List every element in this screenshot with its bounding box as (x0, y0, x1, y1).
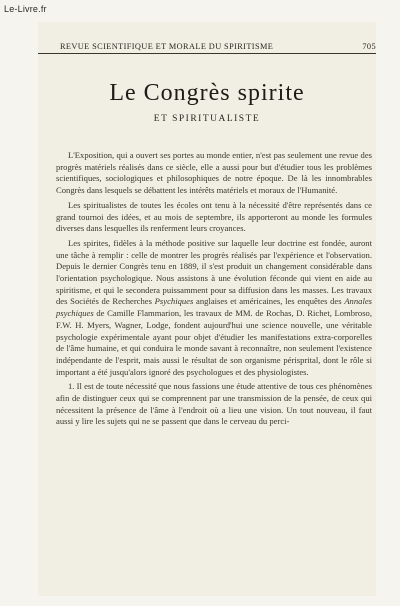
paragraph-3-italic-2: Annales psychiques (56, 296, 372, 319)
paragraph-4: 1. Il est de toute nécessité que nous fassions une étude attentive de tous ces phénomènes afin de distinguer ceux qui se comprennent par une transmission de la pensée, de ceux qui nécessitent la présence de l'âme à l'endroit où a lieu une vision. Un tout nouveau, il faut aussi y lire les sujets qui ne se passent que dans le cerveau du perci- (56, 381, 372, 427)
paragraph-1: L'Exposition, qui a ouvert ses portes au monde entier, n'est pas seulement une revue des progrès matériels réalisés dans ce siècle, elle a aussi pour but d'étudier tous les problèmes scientifiques, sociologiques et philosophiques de notre époque. De là les innombrables Congrès dans lesquels se débattent les intérêts matériels et moraux de l'Humanité. (56, 150, 372, 196)
running-head (38, 42, 376, 54)
article-title: Le Congrès spirite (109, 80, 305, 106)
watermark-text: Le-Livre.fr (4, 4, 47, 14)
paragraph-3-italic: Psychiques (154, 296, 194, 307)
paragraph-3-text: Les spirites, fidèles à la méthode positive sur laquelle leur doctrine est fondée, auront une tâche à remplir : celle de montrer les progrès réalisés par l'expérience et l'observation. Depuis le dernier Congrès tenu en 1889, il s'est produit un changement considérable dans l'orientation psychologique. Nous assistons à une évolution féconde qui vient en aide au spiritisme, et qui le secondera puissamment pour sa diffusion dans les masses. Les travaux des Sociétés de Recherches (56, 237, 372, 307)
paragraph-3-text-2: anglaises et américaines, les enquêtes des (193, 296, 345, 307)
paragraph-3-text-3: de Camille Flammarion, les travaux de MM. de Rochas, D. Richet, Lombroso, F.W. H. Myers, Wagner, Lodge, fondent aujourd'hui une science nouvelle, une véritable psychologie expérimentale ayant pour objet d'étudier les manifestations extra-corporelles de l'âme humaine, et qui conduira le monde savant à reconnaître, non seulement l'existence indépendante de l'esprit, mais aussi le résultat de son organisme périsprital, dont le rôle si important a été jusqu'alors ignoré des psychologues et des physiologistes. (56, 308, 372, 377)
paragraph-3 (56, 238, 372, 378)
page-number: 705 (362, 42, 376, 51)
article-subtitle: ET SPIRITUALISTE (153, 114, 261, 124)
running-head-title: REVUE SCIENTIFIQUE ET MORALE DU SPIRITISME (60, 42, 274, 51)
article-body (56, 150, 372, 431)
paragraph-2: Les spiritualistes de toutes les écoles ont tenu à la nécessité d'être représentés dans ce grand tournoi des idées, et au mois de septembre, ils apporteront au monde les formules diverses dans lesquelles ils renferment leurs croyances. (56, 199, 372, 234)
document-page (38, 22, 376, 596)
